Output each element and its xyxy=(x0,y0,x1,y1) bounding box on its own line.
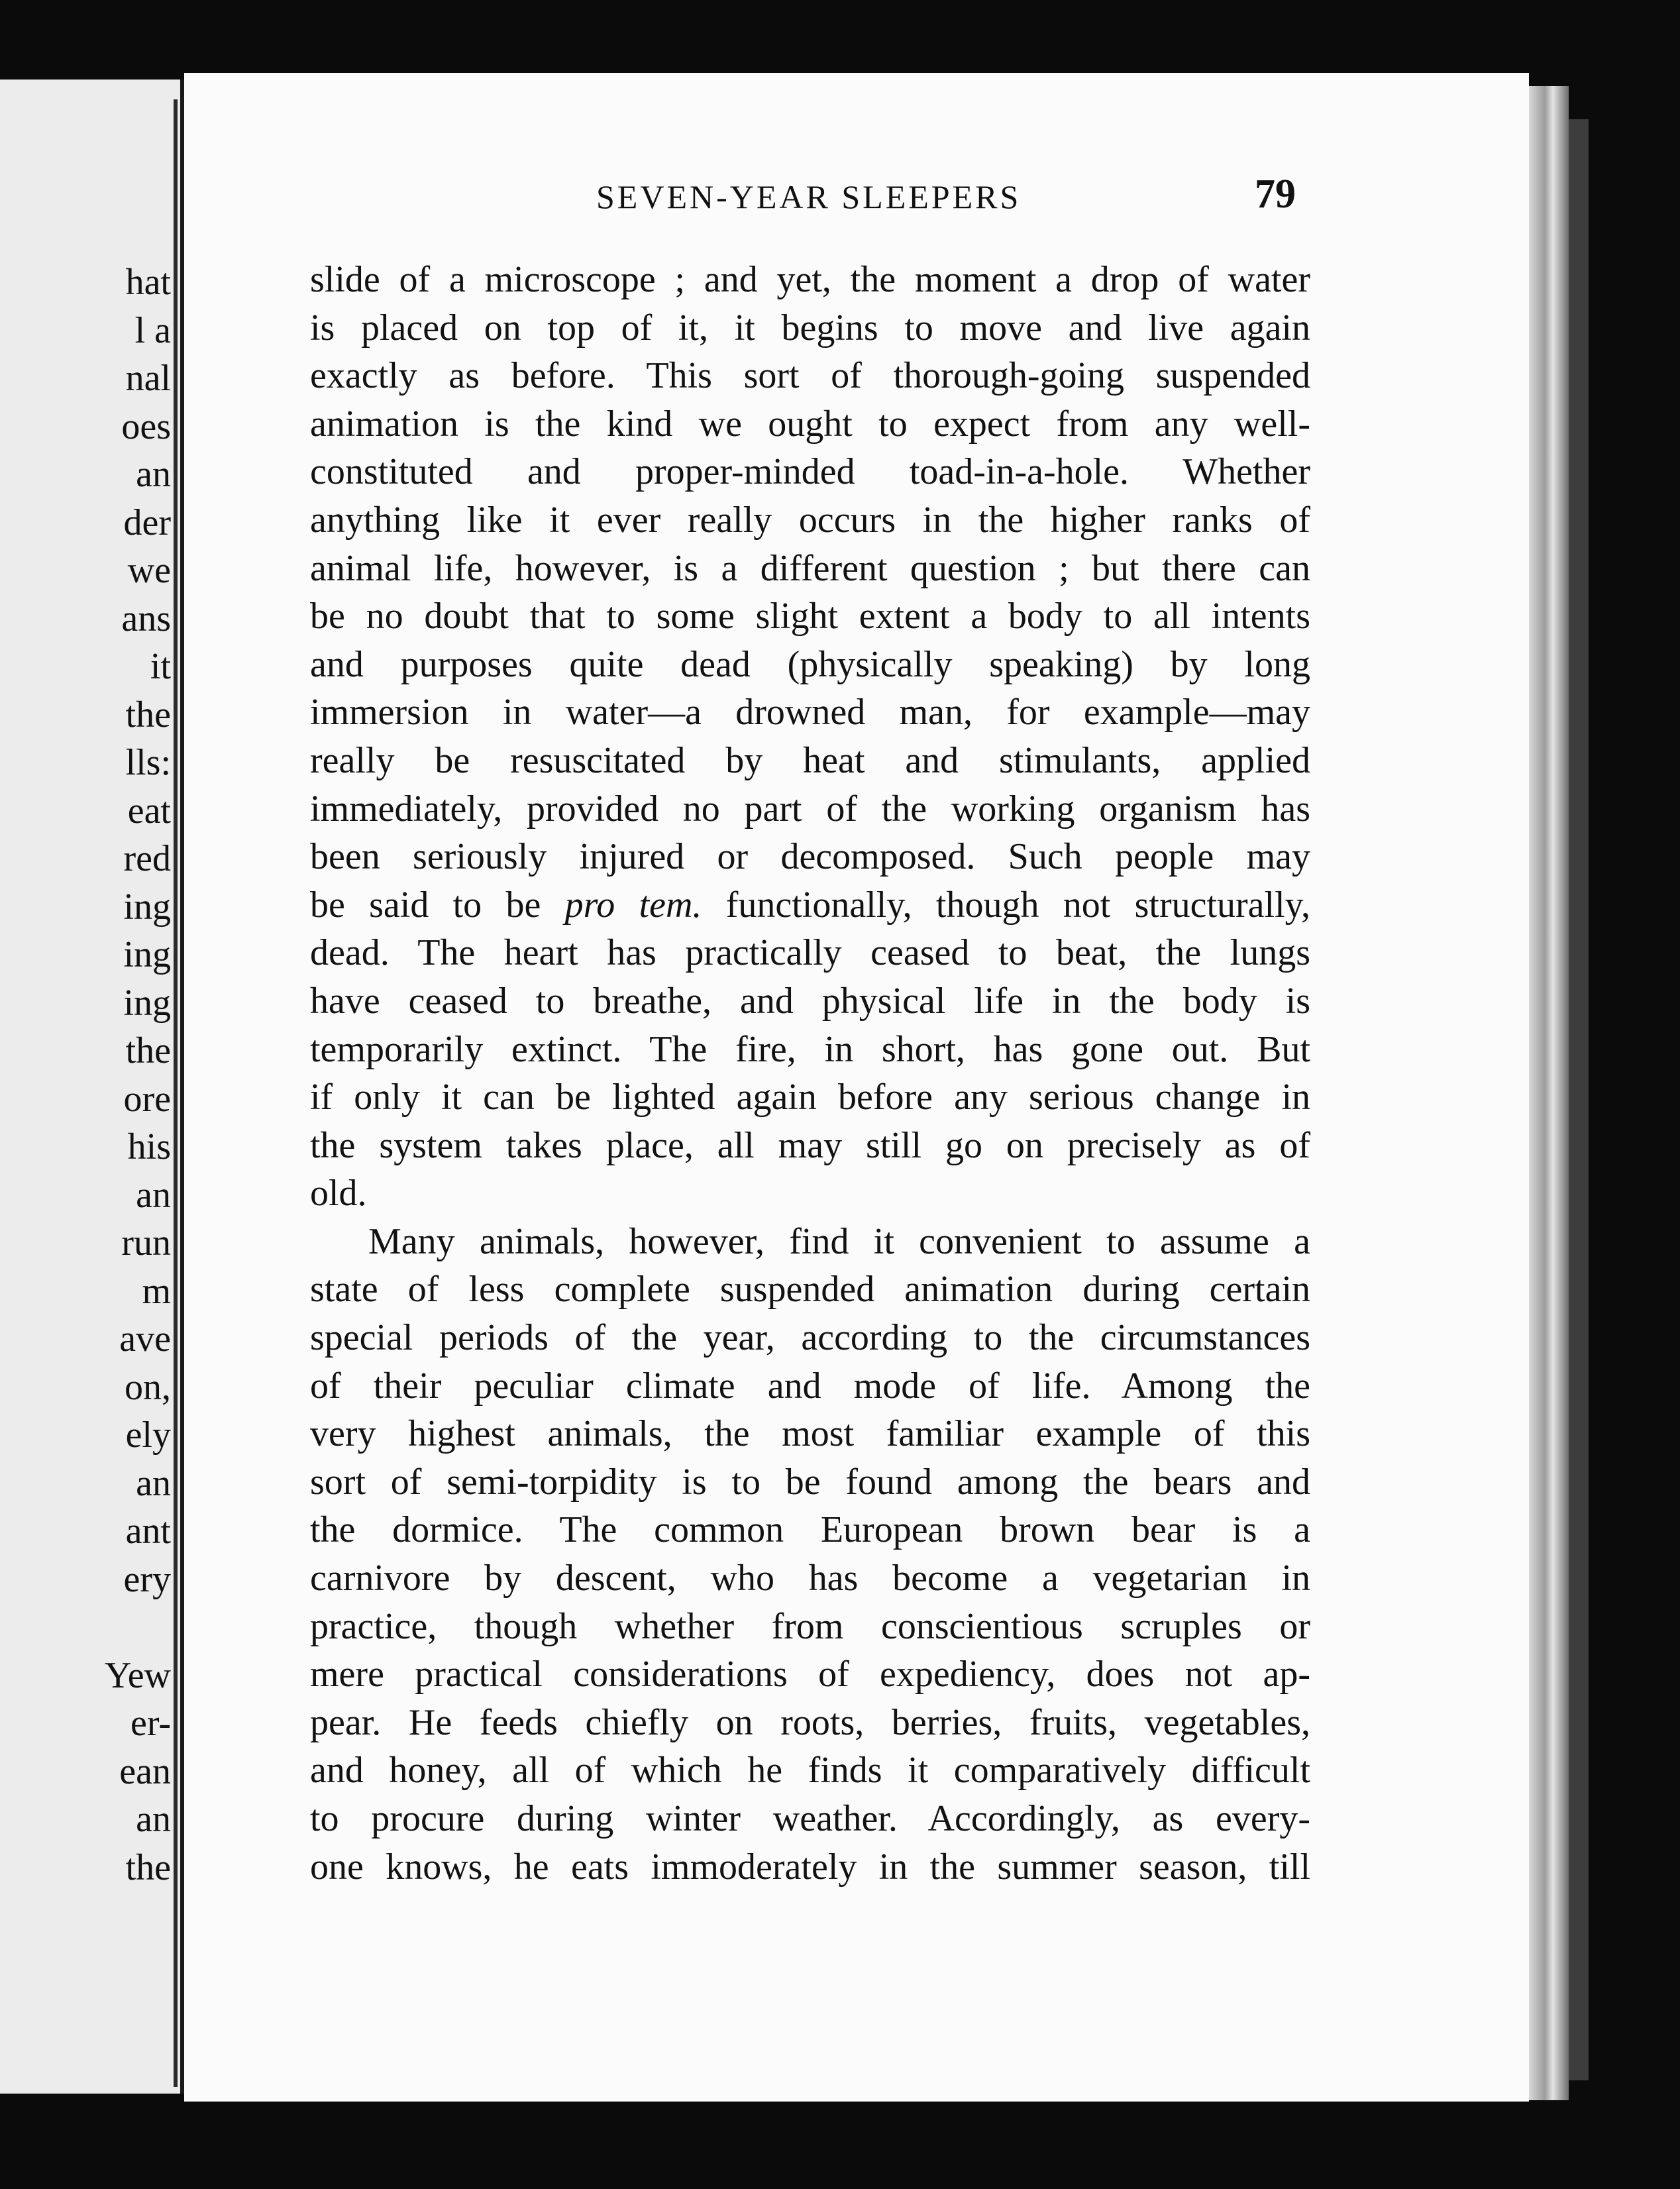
text-line: Many animals, however, find it convenient to assume a xyxy=(368,1220,1310,1262)
text-line: animal life, however, is a different question ; but there can xyxy=(310,547,1310,589)
text-line: constituted and proper-minded toad-in-a-hole. Whether xyxy=(310,451,1310,493)
facing-page-fragment: an xyxy=(136,1462,171,1504)
facing-page-fragment: ing xyxy=(123,982,171,1024)
text-line: is placed on top of it, it begins to move and live again xyxy=(310,307,1310,348)
facing-page-fragment: hat xyxy=(125,262,171,303)
text-line: immersion in water—a drowned man, for example—may xyxy=(310,692,1310,733)
facing-page-fragment: ave xyxy=(119,1318,171,1360)
text-line: animation is the kind we ought to expect from any well- xyxy=(310,403,1310,445)
text-line: and honey, all of which he finds it comparatively difficult xyxy=(310,1750,1310,1791)
facing-page-fragment: ing xyxy=(123,934,171,975)
book-cover-edge xyxy=(1569,119,1589,2080)
facing-page-fragment: ery xyxy=(123,1558,171,1600)
facing-page-fragment: ore xyxy=(123,1078,171,1120)
text-line: very highest animals, the most familiar example of this xyxy=(310,1413,1310,1455)
facing-page-fragment: his xyxy=(127,1126,171,1167)
text-line: slide of a microscope ; and yet, the moment a drop of water xyxy=(310,259,1310,300)
text-line: and purposes quite dead (physically speaking) by long xyxy=(310,643,1310,685)
text-span: be said to be xyxy=(310,884,565,926)
facing-page-fragment: an xyxy=(136,454,171,495)
text-line: immediately, provided no part of the working organism has xyxy=(310,788,1310,829)
text-line: the dormice. The common European brown bear is a xyxy=(310,1509,1310,1551)
facing-page-fragment: eat xyxy=(127,790,171,831)
facing-page-fragment: Yew xyxy=(104,1654,171,1696)
facing-page-fragment: ely xyxy=(125,1415,171,1456)
text-line: dead. The heart has practically ceased to beat, the lungs xyxy=(310,932,1310,974)
facing-page-fragment: we xyxy=(127,550,171,591)
body-text xyxy=(310,256,1310,1891)
facing-page-fragment: ans xyxy=(121,598,171,639)
facing-page-left xyxy=(0,80,185,2094)
facing-page-fragment: run xyxy=(121,1222,171,1263)
facing-page-fragment: ant xyxy=(125,1511,171,1552)
facing-page-fragment: ing xyxy=(123,886,171,928)
text-line: carnivore by descent, who has become a vegetarian in xyxy=(310,1558,1310,1599)
text-line: if only it can be lighted again before any serious change in xyxy=(310,1077,1310,1118)
italic-phrase: pro tem. xyxy=(564,884,702,926)
facing-page-fragment: on, xyxy=(125,1366,171,1408)
text-line: practice, though whether from conscientious scruples or xyxy=(310,1605,1310,1647)
page-stack-edge xyxy=(1529,86,1569,2100)
text-line: mere practical considerations of expediency, does not ap- xyxy=(310,1654,1310,1695)
text-line: exactly as before. This sort of thorough-going suspended xyxy=(310,355,1310,397)
facing-page-fragment: nal xyxy=(125,358,171,399)
facing-page-fragment: it xyxy=(150,646,171,687)
facing-page-fragment: an xyxy=(136,1799,171,1840)
facing-page-fragment: the xyxy=(125,1846,171,1888)
text-line: temporarily extinct. The fire, in short, has gone out. But xyxy=(310,1028,1310,1070)
facing-page-fragment: the xyxy=(125,694,171,735)
book-gutter xyxy=(174,99,178,2087)
text-line: pear. He feeds chiefly on roots, berries, fruits, vegetables, xyxy=(310,1701,1310,1743)
text-line: of their peculiar climate and mode of life. Among the xyxy=(310,1365,1310,1407)
facing-page-fragment: der xyxy=(123,502,171,543)
text-line: state of less complete suspended animation during certain xyxy=(310,1269,1310,1310)
text-line: one knows, he eats immoderately in the summer season, till xyxy=(310,1846,1310,1888)
page-number: 79 xyxy=(1255,172,1296,217)
text-line: really be resuscitated by heat and stimulants, applied xyxy=(310,739,1310,781)
text-line-with-italic xyxy=(310,881,1310,930)
text-line: special periods of the year, according to the circumstances xyxy=(310,1317,1310,1359)
text-line: old. xyxy=(310,1173,367,1214)
facing-page-fragment: m xyxy=(142,1270,171,1312)
facing-page-fragment: oes xyxy=(121,405,171,447)
facing-page-fragment: ean xyxy=(119,1750,171,1792)
text-line: the system takes place, all may still go on precisely as of xyxy=(310,1124,1310,1166)
facing-page-fragment: lls: xyxy=(125,742,171,783)
text-span: functionally, though not structurally, xyxy=(702,884,1310,926)
running-head: SEVEN-YEAR SLEEPERS xyxy=(596,178,1022,215)
text-line: anything like it ever really occurs in the higher ranks of xyxy=(310,499,1310,541)
text-line: have ceased to breathe, and physical life in the body is xyxy=(310,980,1310,1022)
text-line: sort of semi-torpidity is to be found among the bears and xyxy=(310,1461,1310,1503)
facing-page-fragment: er- xyxy=(130,1703,171,1744)
text-line: been seriously injured or decomposed. Such people may xyxy=(310,836,1310,878)
facing-page-fragment: red xyxy=(123,838,171,879)
facing-page-fragment: l a xyxy=(134,309,171,351)
facing-page-fragment: the xyxy=(125,1030,171,1071)
facing-page-fragment: an xyxy=(136,1174,171,1216)
text-line: be no doubt that to some slight extent a body to all intents xyxy=(310,596,1310,637)
text-line: to procure during winter weather. Accordingly, as every- xyxy=(310,1798,1310,1839)
